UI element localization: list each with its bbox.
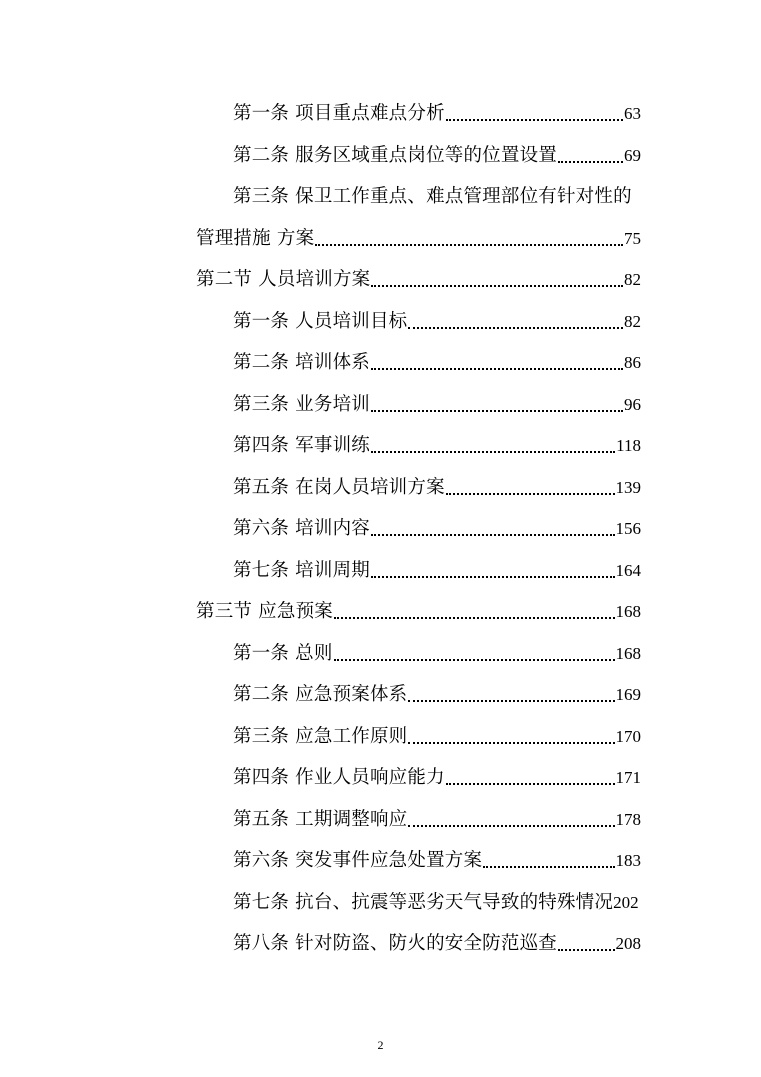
toc-entry-label: 第八条 针对防盗、防火的安全防范巡查 bbox=[233, 933, 557, 954]
toc-entry-page: 75 bbox=[624, 229, 641, 248]
dot-leader bbox=[446, 766, 615, 790]
toc-entry-label: 第四条 作业人员响应能力 bbox=[233, 767, 445, 788]
dot-leader bbox=[408, 808, 614, 832]
toc-entry-label: 第四条 军事训练 bbox=[233, 435, 370, 456]
toc-section-heading[interactable] bbox=[196, 262, 641, 292]
toc-entry-page: 69 bbox=[624, 146, 641, 165]
dot-leader bbox=[371, 351, 623, 375]
toc-entry-label: 第六条 突发事件应急处置方案 bbox=[233, 850, 483, 871]
toc-entry[interactable] bbox=[233, 138, 641, 168]
toc-entry[interactable] bbox=[233, 304, 641, 334]
toc-entry[interactable] bbox=[233, 885, 641, 915]
toc-entry-page: 164 bbox=[615, 561, 641, 580]
dot-leader bbox=[408, 310, 623, 334]
toc-entry-page: 86 bbox=[624, 353, 641, 372]
toc-entry-label: 第二条 服务区域重点岗位等的位置设置 bbox=[233, 145, 557, 166]
toc-entry[interactable] bbox=[233, 345, 641, 375]
toc-entry-page: 168 bbox=[615, 644, 641, 663]
dot-leader bbox=[558, 932, 615, 956]
toc-entry-label: 第一条 总则 bbox=[233, 643, 333, 664]
toc-entry-page: 63 bbox=[624, 104, 641, 123]
toc-entry[interactable] bbox=[233, 802, 641, 832]
toc-entry[interactable] bbox=[233, 553, 641, 583]
toc-entry-page: 96 bbox=[624, 395, 641, 414]
toc-entry-page: 170 bbox=[615, 727, 641, 746]
toc-section-heading[interactable] bbox=[196, 594, 641, 624]
toc-entry-page: 169 bbox=[615, 685, 641, 704]
toc-entry-label: 第五条 工期调整响应 bbox=[233, 809, 408, 830]
toc-entry[interactable] bbox=[233, 179, 641, 209]
toc-entry-label: 第二条 应急预案体系 bbox=[233, 684, 408, 705]
page-number: 2 bbox=[377, 1038, 384, 1052]
toc-entry[interactable] bbox=[196, 221, 641, 251]
dot-leader bbox=[334, 642, 615, 666]
toc-entry-label: 第二条 培训体系 bbox=[233, 352, 370, 373]
dot-leader bbox=[371, 268, 623, 292]
toc-entry-page: 178 bbox=[615, 810, 641, 829]
toc-entry-label: 第一条 人员培训目标 bbox=[233, 311, 408, 332]
dot-leader bbox=[446, 476, 615, 500]
dot-leader bbox=[371, 434, 615, 458]
toc-entry-label: 第六条 培训内容 bbox=[233, 518, 370, 539]
toc-entry[interactable] bbox=[233, 511, 641, 541]
toc-entry-label: 第三条 应急工作原则 bbox=[233, 726, 408, 747]
toc-entry-page: 139 bbox=[615, 478, 641, 497]
toc-entry[interactable] bbox=[233, 387, 641, 417]
toc-entry[interactable] bbox=[233, 96, 641, 126]
toc-entry-label: 第三节 应急预案 bbox=[196, 601, 333, 622]
toc-entry-page: 171 bbox=[615, 768, 641, 787]
dot-leader bbox=[371, 393, 623, 417]
toc-entry-label: 第七条 培训周期 bbox=[233, 560, 370, 581]
toc-entry-label: 第三条 保卫工作重点、难点管理部位有针对性的 bbox=[233, 186, 632, 207]
dot-leader bbox=[446, 102, 623, 126]
toc-entry-label: 第三条 业务培训 bbox=[233, 394, 370, 415]
toc-entry-page: 168 bbox=[615, 602, 641, 621]
toc-entry-page: 156 bbox=[615, 519, 641, 538]
toc-entry-page: 183 bbox=[615, 851, 641, 870]
toc-entry[interactable] bbox=[233, 470, 641, 500]
toc-entry-label: 第七条 抗台、抗震等恶劣天气导致的特殊情况 bbox=[233, 892, 614, 913]
dot-leader bbox=[371, 517, 615, 541]
toc-entry[interactable] bbox=[233, 636, 641, 666]
toc-entry[interactable] bbox=[233, 677, 641, 707]
toc-entry-page: 208 bbox=[615, 934, 641, 953]
toc-entry-page: 82 bbox=[624, 270, 641, 289]
dot-leader bbox=[315, 227, 623, 251]
toc-entry-label: 管理措施 方案 bbox=[196, 228, 315, 249]
toc-entry-page: 82 bbox=[624, 312, 641, 331]
toc-entry[interactable] bbox=[233, 843, 641, 873]
dot-leader bbox=[408, 683, 614, 707]
toc-entry-page: 202 bbox=[613, 893, 639, 912]
toc-entry[interactable] bbox=[233, 760, 641, 790]
toc-entry-label: 第五条 在岗人员培训方案 bbox=[233, 477, 445, 498]
toc-entry[interactable] bbox=[233, 428, 641, 458]
dot-leader bbox=[334, 600, 615, 624]
toc-entry-label: 第二节 人员培训方案 bbox=[196, 269, 371, 290]
dot-leader bbox=[558, 144, 623, 168]
toc-entry-label: 第一条 项目重点难点分析 bbox=[233, 103, 445, 124]
toc-entry-page: 118 bbox=[616, 436, 641, 455]
toc-entry[interactable] bbox=[233, 926, 641, 956]
dot-leader bbox=[483, 849, 614, 873]
dot-leader bbox=[408, 725, 614, 749]
dot-leader bbox=[371, 559, 615, 583]
toc-entry[interactable] bbox=[233, 719, 641, 749]
